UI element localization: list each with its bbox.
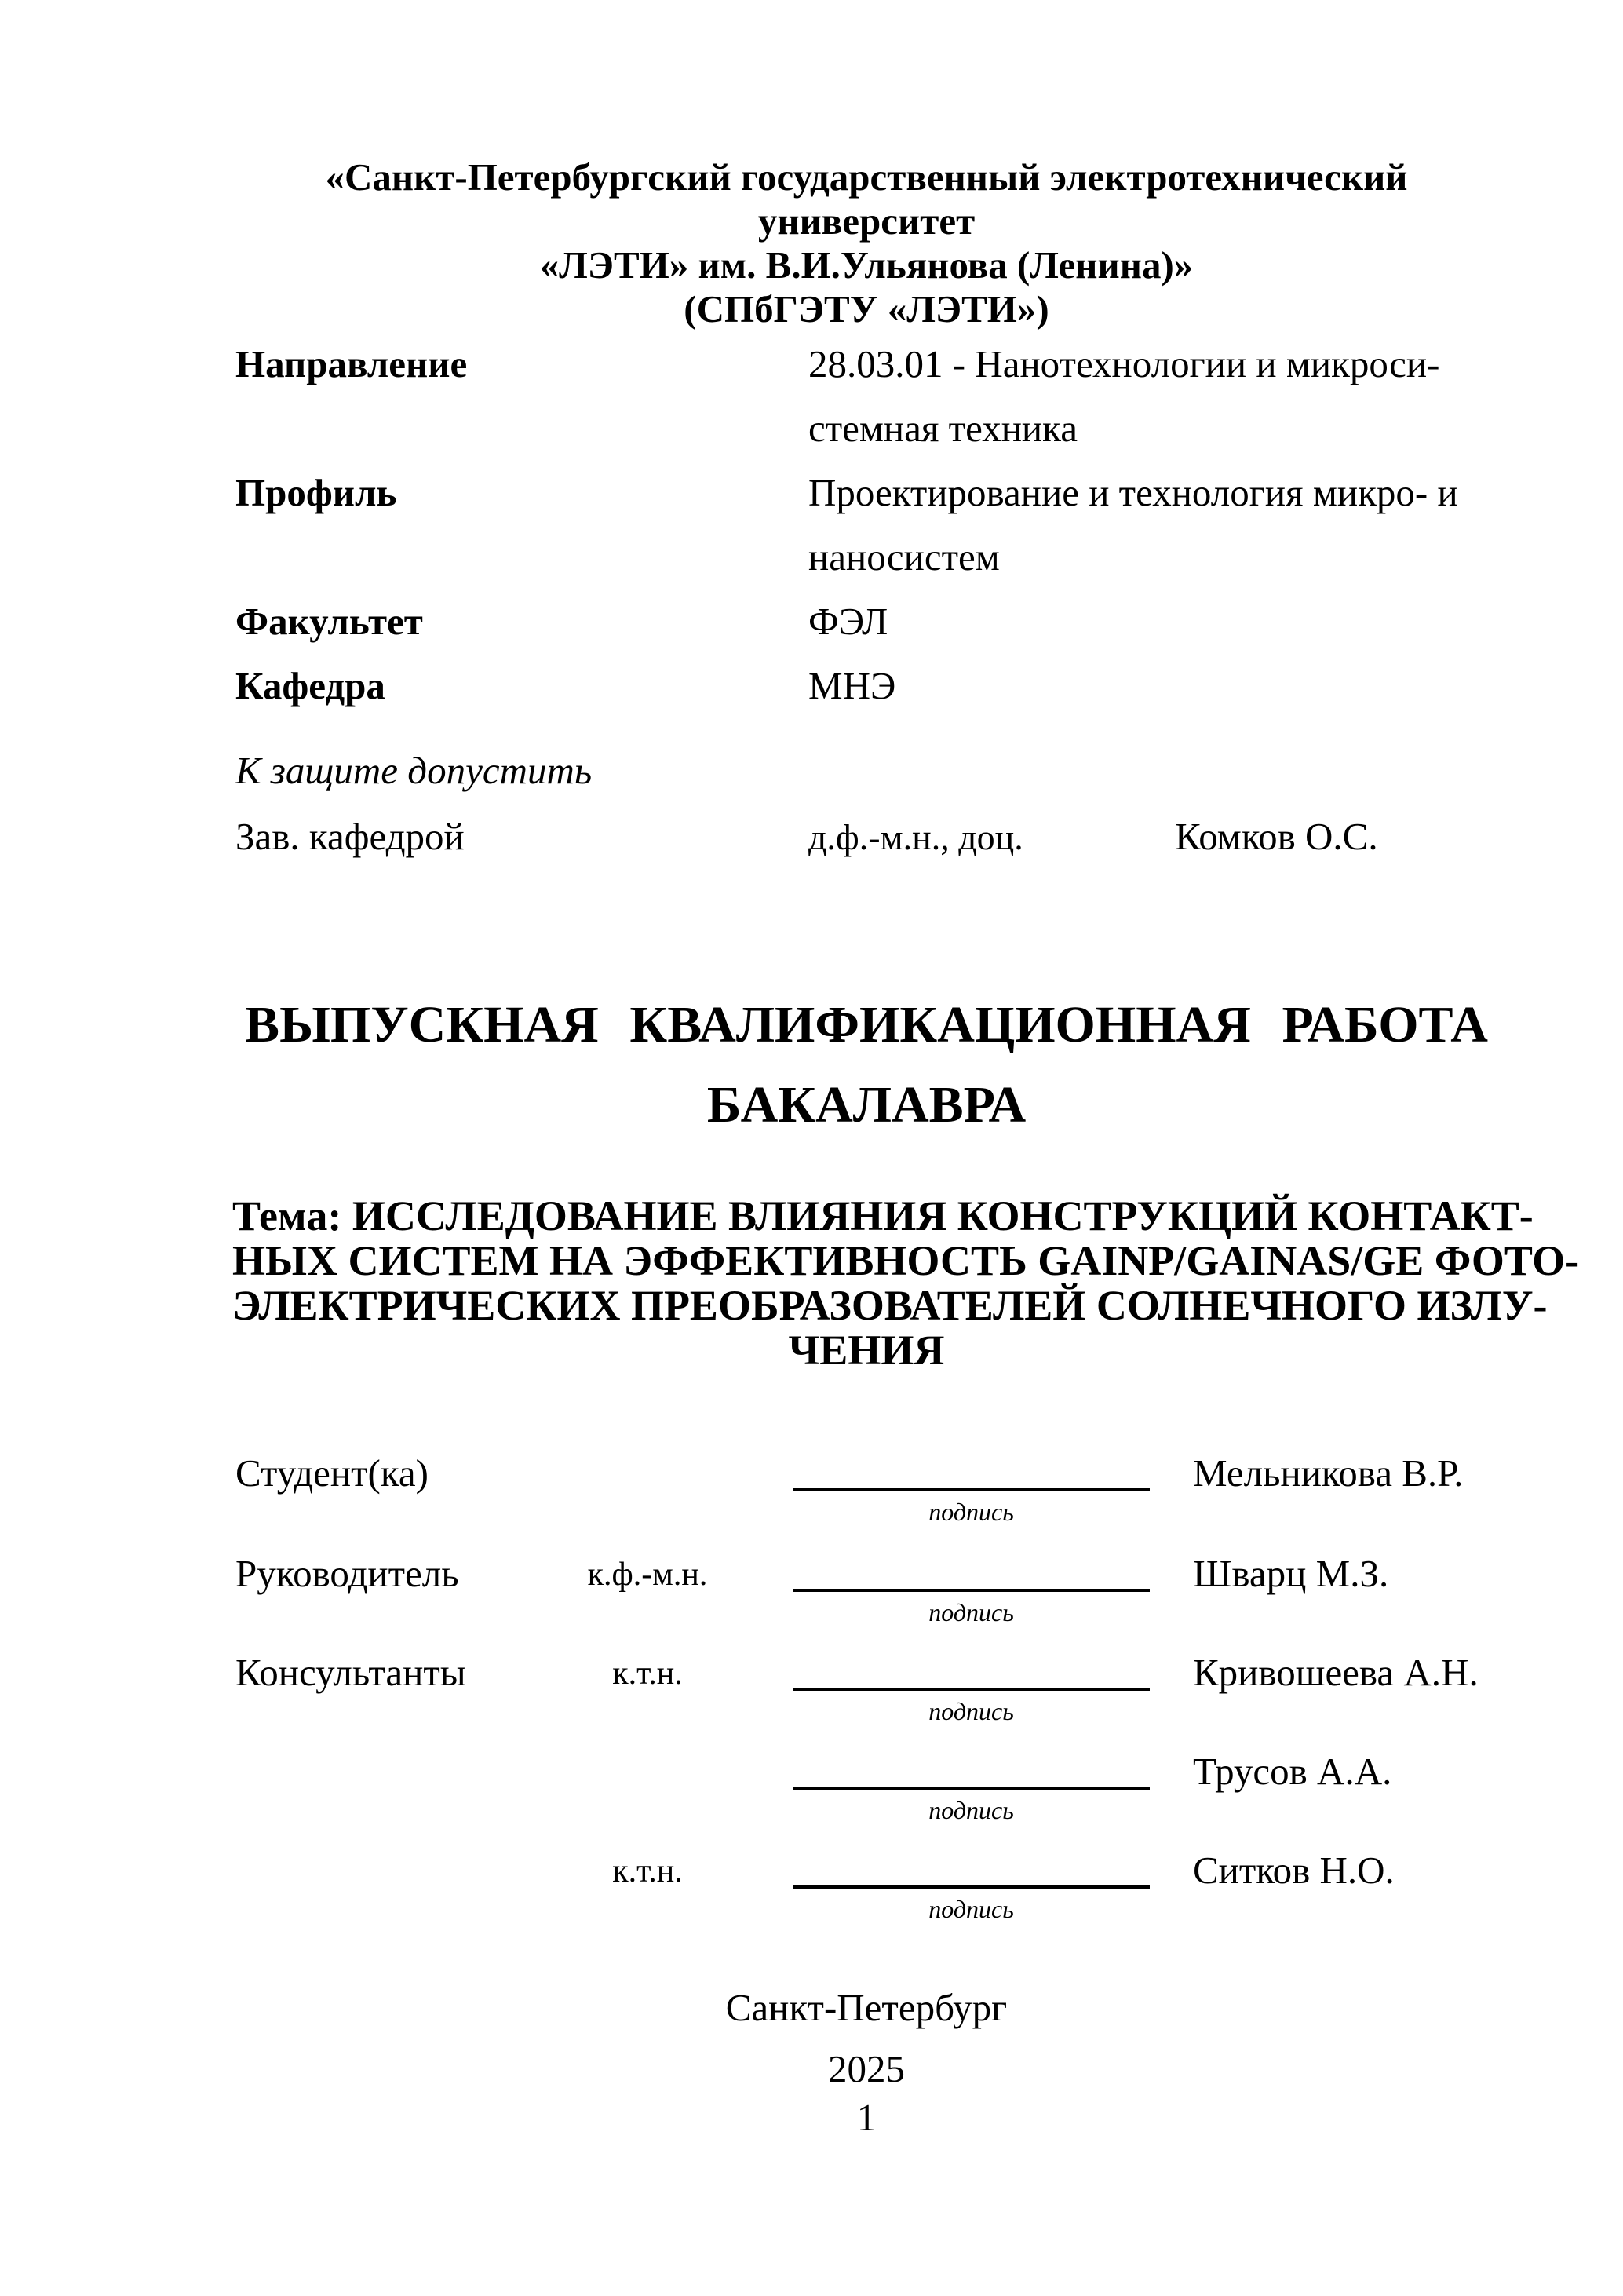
university-header-line-1: «Санкт-Петербургский государственный электротехнический университет — [325, 155, 1408, 243]
university-header-line-2: «ЛЭТИ» им. В.И.Ульянова (Ленина)» — [539, 243, 1194, 287]
person-name: Трусов А.А. — [1193, 1750, 1392, 1793]
field-label-profile: Профиль — [235, 470, 397, 514]
signature-line — [793, 1589, 1150, 1592]
footer-year: 2025 — [828, 2047, 905, 2090]
signature-caption: подпись — [928, 1598, 1014, 1626]
signature-row-consultant-2 — [235, 1743, 1497, 1837]
work-title-line-2: БАКАЛАВРА — [706, 1076, 1027, 1133]
person-name: Кривошеева А.Н. — [1193, 1651, 1479, 1694]
person-name: Шварц М.З. — [1193, 1552, 1389, 1595]
person-name: Мельникова В.Р. — [1193, 1451, 1464, 1495]
signature-caption: подпись — [928, 1498, 1014, 1526]
signature-degree-label: к.ф.-м.н. — [587, 1557, 708, 1593]
field-row-direction — [235, 331, 1497, 396]
footer-city: Санкт-Петербург — [725, 1986, 1008, 2029]
field-value-direction-line-2: стемная техника — [808, 406, 1078, 450]
signature-row-consultant-1 — [235, 1644, 1497, 1738]
signature-degree-label: к.т.н. — [612, 1655, 683, 1692]
admit-to-defense-line: К защите допустить — [235, 749, 593, 792]
field-value-faculty: ФЭЛ — [808, 599, 888, 643]
field-row-profile-cont — [235, 524, 1497, 589]
department-head-label: Зав. кафедрой — [235, 815, 465, 858]
university-header — [235, 155, 1497, 331]
department-head-row — [0, 814, 1623, 856]
signature-line — [793, 1885, 1150, 1889]
signature-line — [793, 1688, 1150, 1691]
signature-role-label: Руководитель — [235, 1552, 459, 1595]
signature-row-student — [235, 1444, 1497, 1539]
field-row-direction-cont — [235, 396, 1497, 460]
program-fields — [235, 331, 1497, 717]
signature-caption: подпись — [928, 1697, 1014, 1725]
thesis-theme — [232, 1192, 1580, 1374]
theme-line-3: ЭЛЕКТРИЧЕСКИХ ПРЕОБРАЗОВАТЕЛЕЙ СОЛНЕЧНОГО ИЗЛУ- — [232, 1282, 1548, 1329]
field-row-profile — [235, 460, 1497, 524]
signature-row-supervisor — [235, 1545, 1497, 1639]
field-value-profile-line-1: Проектирование и технология микро- и — [808, 470, 1458, 514]
signature-role-label: Консультанты — [235, 1651, 466, 1694]
field-value-direction-line-1: 28.03.01 - Нанотехнологии и микроси- — [808, 341, 1440, 385]
field-label-direction: Направление — [235, 341, 468, 385]
signatures-section — [235, 1444, 1497, 1962]
field-label-department: Кафедра — [235, 663, 385, 707]
theme-line-1: Тема: ИССЛЕДОВАНИЕ ВЛИЯНИЯ КОНСТРУКЦИЙ КОНТАКТ- — [232, 1192, 1534, 1239]
signature-caption: подпись — [928, 1796, 1014, 1824]
field-row-faculty — [235, 589, 1497, 653]
signature-line — [793, 1488, 1150, 1491]
signature-degree-label: к.т.н. — [612, 1853, 683, 1889]
university-header-line-3: (СПбГЭТУ «ЛЭТИ») — [684, 287, 1049, 330]
work-title-line-1: ВЫПУСКНАЯ КВАЛИФИКАЦИОННАЯ РАБОТА — [245, 996, 1488, 1053]
work-title — [235, 985, 1497, 1145]
page-number: 1 — [856, 2096, 877, 2139]
theme-line-2: НЫХ СИСТЕМ НА ЭФФЕКТИВНОСТЬ GAINP/GAINAS/GE ФОТО- — [232, 1237, 1580, 1284]
signature-caption: подпись — [928, 1895, 1014, 1923]
signature-role-label: Студент(ка) — [235, 1451, 429, 1495]
department-head-name: Комков О.С. — [1175, 815, 1378, 858]
department-head-degree: д.ф.-м.н., доц. — [808, 817, 1023, 857]
person-name: Ситков Н.О. — [1193, 1849, 1395, 1892]
field-value-profile-line-2: наносистем — [808, 535, 1000, 579]
signature-line — [793, 1787, 1150, 1790]
signature-row-consultant-3 — [235, 1842, 1497, 1936]
field-value-department: МНЭ — [808, 663, 896, 707]
theme-line-4: ЧЕНИЯ — [788, 1327, 945, 1374]
field-label-faculty: Факультет — [235, 599, 423, 643]
field-row-department — [235, 653, 1497, 717]
